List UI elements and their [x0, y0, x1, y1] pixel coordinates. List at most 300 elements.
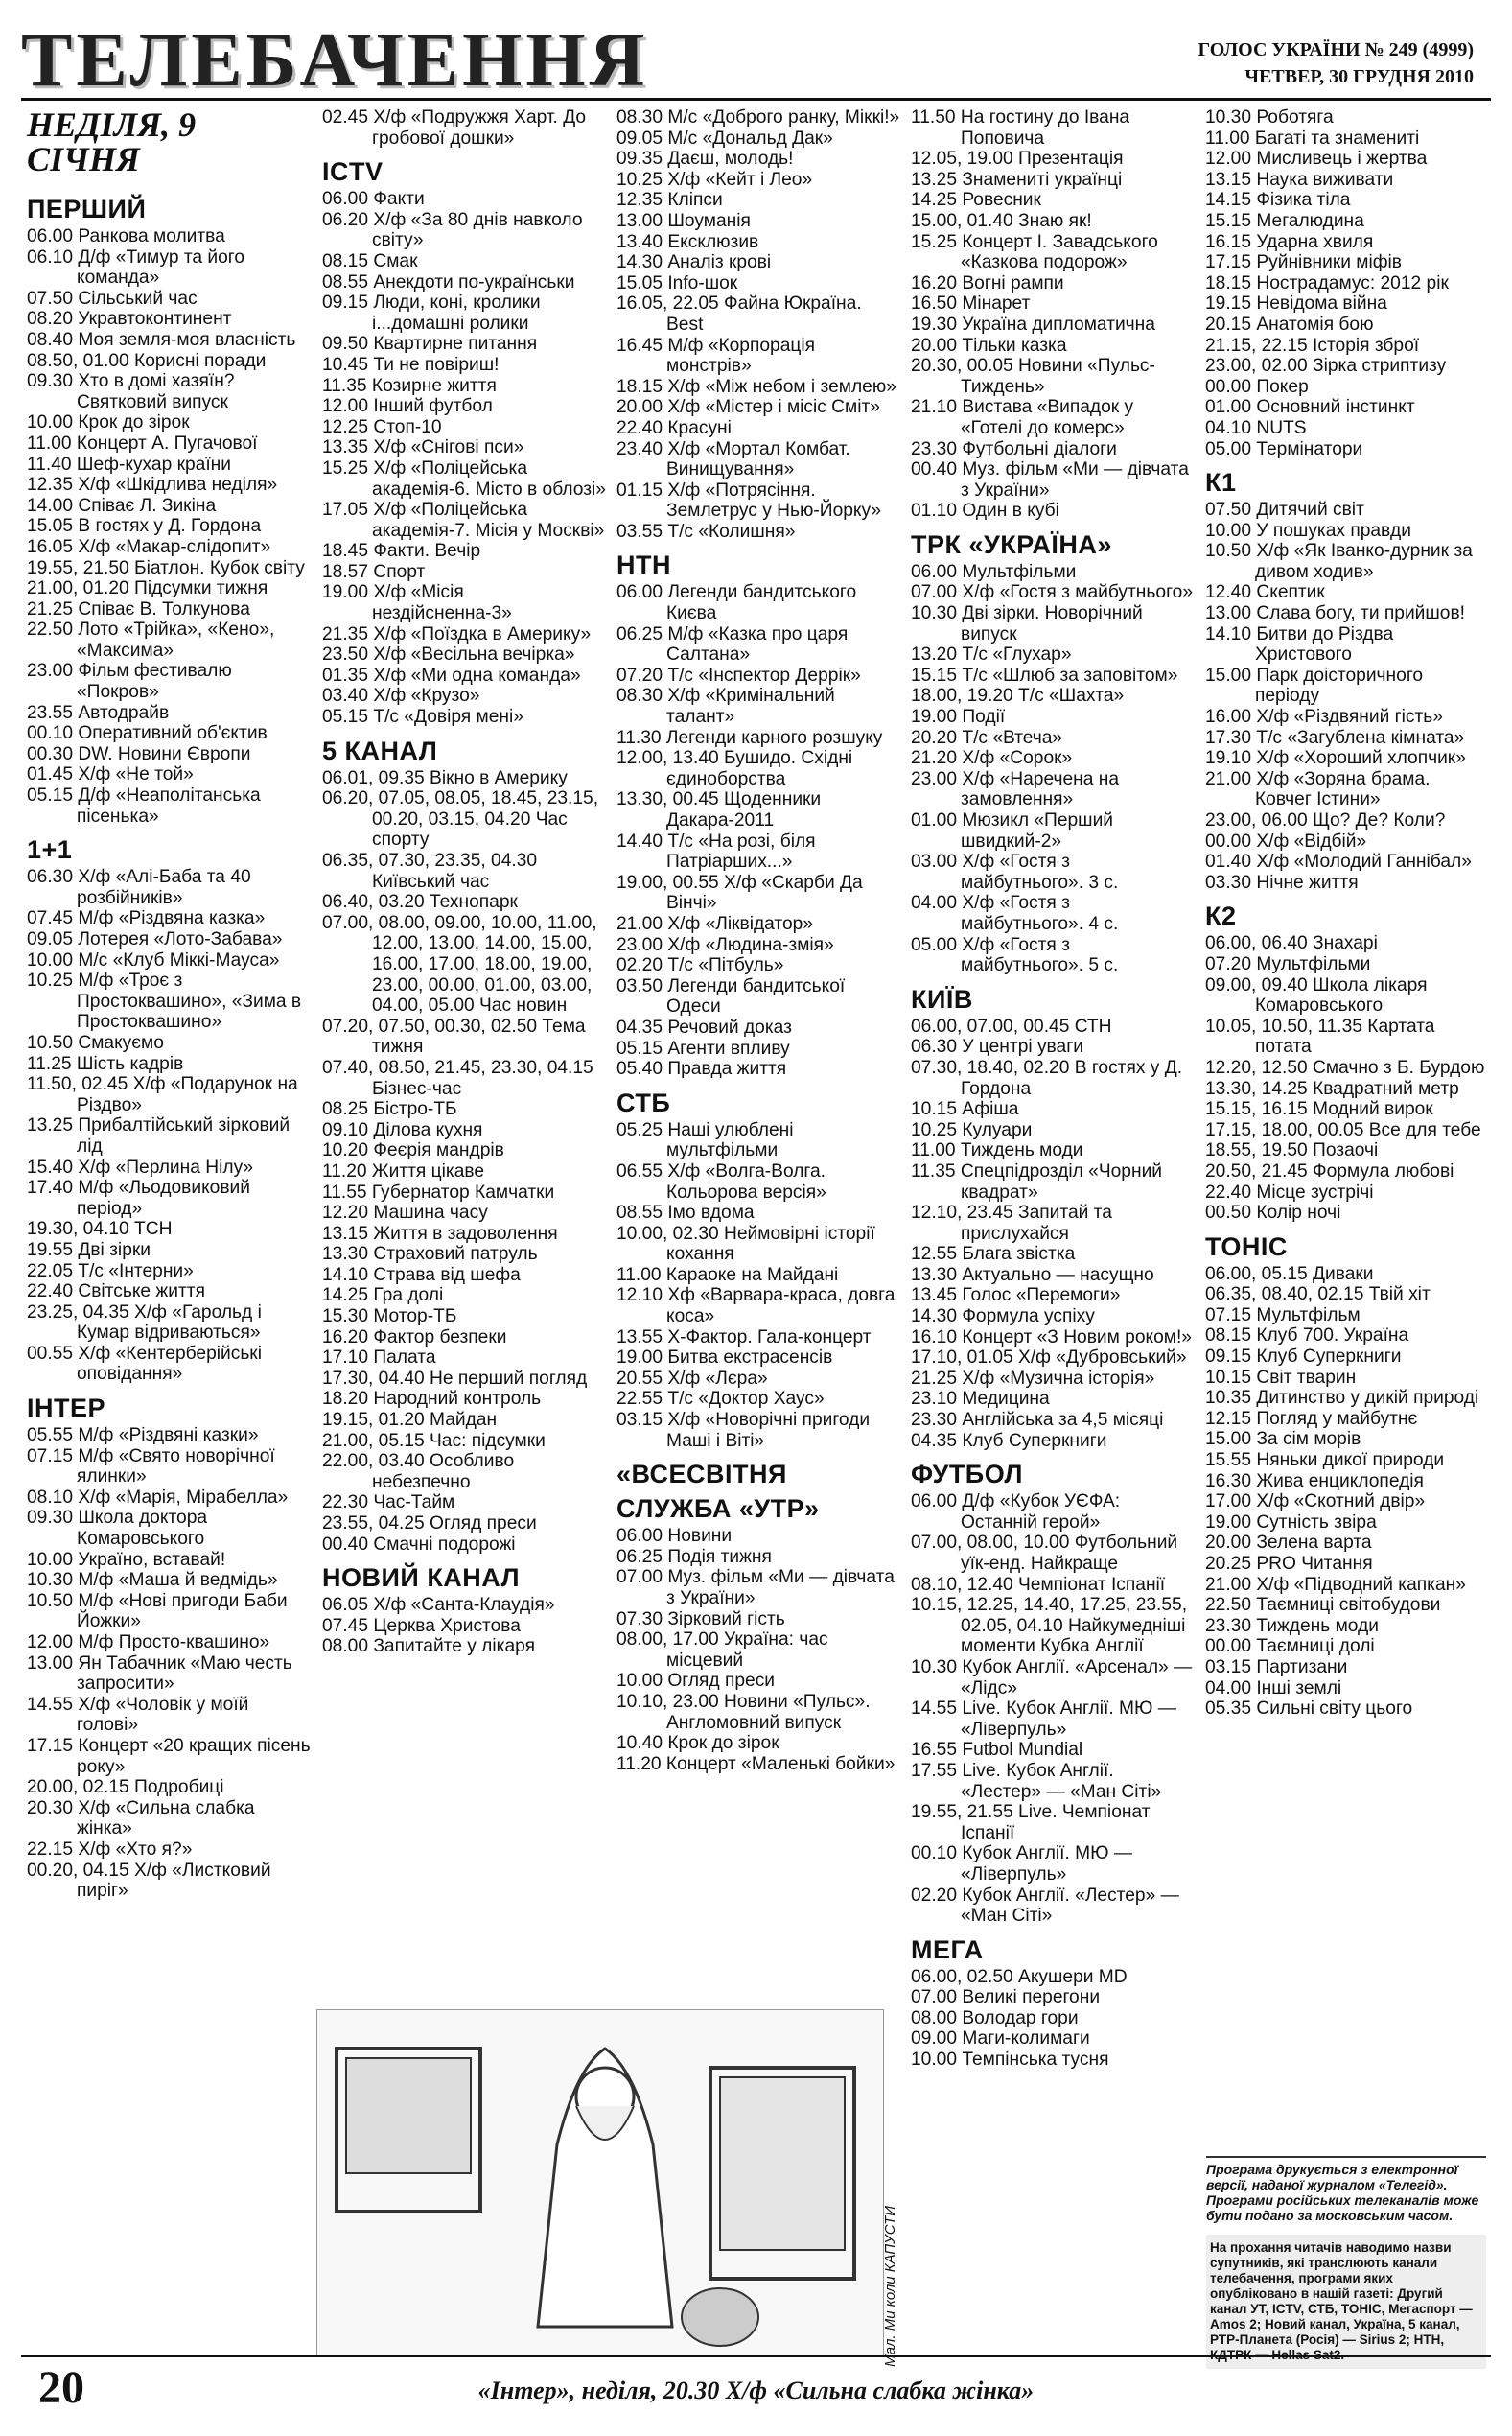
program-item: 08.10 Х/ф «Марія, Мірабелла»: [27, 1487, 289, 1508]
program-item: 05.15 Агенти впливу: [616, 1038, 790, 1059]
program-item: 07.20, 07.50, 00.30, 02.50 Тема тижня: [322, 1016, 586, 1058]
program-item: 09.30 Хто в домі хазяїн? Святковий випуск: [27, 371, 235, 412]
program-item: 05.25 Наші улюблені мультфільми: [616, 1119, 794, 1161]
program-item: 09.05 М/с «Дональд Дак»: [616, 128, 833, 149]
program-item: 23.00, 06.00 Що? Де? Коли?: [1205, 810, 1446, 831]
program-item: 00.10 Оперативний об'єктив: [27, 723, 268, 744]
program-item: 03.50 Легенди бандитської Одеси: [616, 975, 846, 1018]
program-item: 11.55 Губернатор Камчатки: [322, 1182, 555, 1203]
channel-name: 5 КАНАЛ: [322, 736, 438, 765]
program-item: 08.15 Смак: [322, 250, 418, 271]
program-item: 06.35, 08.40, 02.15 Твій хіт: [1205, 1284, 1431, 1305]
program-item: 17.10 Палата: [322, 1347, 436, 1369]
column-1: [27, 192, 311, 1902]
program-item: 21.00 Х/ф «Зоряна брама. Ковчег Істини»: [1205, 768, 1431, 810]
cartoon-credit: Мал. Ми коли КАПУСТИ: [882, 2206, 898, 2367]
program-item: 06.20 Х/ф «За 80 днів навколо світу»: [322, 209, 583, 251]
program-item: 00.20, 04.15 Х/ф «Листковий пиріг»: [27, 1860, 271, 1902]
page-number: 20: [38, 2362, 84, 2413]
program-item: 08.30 М/с «Доброго ранку, Міккі!»: [616, 107, 900, 128]
program-item: 07.20 Т/с «Інспектор Деррік»: [616, 665, 861, 686]
program-item: 07.15 Мультфільм: [1205, 1304, 1361, 1325]
program-item: 20.00, 02.15 Подробиці: [27, 1777, 224, 1798]
program-item: 12.00 М/ф Просто-квашино»: [27, 1632, 270, 1652]
program-item: 04.00 Інші землі: [1205, 1677, 1342, 1698]
program-item: 06.00 Мультфільми: [911, 561, 1077, 582]
program-item: 14.55 Live. Кубок Англії. МЮ — «Ліверпуль»: [911, 1698, 1176, 1740]
program-item: 08.30 Х/ф «Кримінальний талант»: [616, 686, 835, 728]
program-item: 23.30 Футбольні діалоги: [911, 438, 1117, 459]
column-2: [322, 107, 606, 1657]
program-item: 17.30, 04.40 Не перший погляд: [322, 1368, 588, 1389]
program-item: 19.00 Події: [911, 707, 1006, 728]
program-item: 06.30 Х/ф «Алі-Баба та 40 розбійників»: [27, 867, 251, 908]
program-item: 05.00 Х/ф «Гостя з майбутнього». 5 с.: [911, 934, 1119, 976]
program-item: 16.20 Фактор безпеки: [322, 1326, 507, 1347]
program-item: 07.30, 18.40, 02.20 В гостях у Д. Гордона: [911, 1057, 1183, 1099]
program-item: 23.10 Медицина: [911, 1389, 1050, 1410]
program-item: 01.40 Х/ф «Молодий Ганнібал»: [1205, 852, 1472, 873]
program-item: 01.35 Х/ф «Ми одна команда»: [322, 665, 581, 686]
program-item: 19.10 Х/ф «Хороший хлопчик»: [1205, 748, 1466, 769]
program-item: 21.25 Співає В. Толкунова: [27, 598, 250, 620]
program-item: 15.05 В гостях у Д. Гордона: [27, 516, 262, 537]
program-item: 19.00 Х/ф «Місія нездійсненна-3»: [322, 582, 512, 624]
program-item: 13.40 Ексклюзив: [616, 231, 759, 252]
program-item: 13.30, 00.45 Щоденники Дакара-2011: [616, 789, 822, 831]
channel-name: К1: [1205, 468, 1237, 498]
program-item: 16.45 М/ф «Корпорація монстрів»: [616, 335, 816, 377]
program-item: 10.30 Кубок Англії. «Арсенал» — «Лідс»: [911, 1656, 1193, 1698]
program-item: 07.00 Муз. фільм «Ми — дівчата з України»: [616, 1567, 895, 1608]
program-item: 05.00 Термінатори: [1205, 438, 1363, 459]
channel-name: ТОНІС: [1205, 1231, 1288, 1261]
channel-name: ICTV: [322, 157, 384, 187]
program-item: 23.40 Х/ф «Мортал Комбат. Винищування»: [616, 438, 850, 480]
program-item: 09.00 Маги-колимаги: [911, 2028, 1090, 2050]
program-item: 17.10, 01.05 Х/ф «Дубровський»: [911, 1347, 1187, 1369]
program-item: 06.00 Ранкова молитва: [27, 226, 225, 246]
channel-name: ТРК «УКРАЇНА»: [911, 529, 1112, 559]
program-item: 16.05 Х/ф «Макар-слідопит»: [27, 536, 271, 557]
program-item: 23.25, 04.35 Х/ф «Гарольд і Кумар відриваються»: [27, 1301, 262, 1344]
program-item: 07.20 Мультфільми: [1205, 953, 1371, 974]
program-item: 06.01, 09.35 Вікно в Америку: [322, 767, 568, 788]
program-item: 11.35 Козирне життя: [322, 375, 497, 396]
channel-name: НОВИЙ КАНАЛ: [322, 1563, 521, 1593]
program-item: 13.25 Прибалтійський зірковий лід: [27, 1115, 291, 1157]
program-item: 08.00 Володар гори: [911, 2007, 1079, 2028]
program-item: 14.25 Гра долі: [322, 1285, 444, 1306]
program-item: 08.00 Запитайте у лікаря: [322, 1636, 535, 1657]
program-item: 00.40 Муз. фільм «Ми — дівчата з України»: [911, 459, 1189, 501]
program-item: 17.30 Т/с «Загублена кімната»: [1205, 727, 1465, 748]
program-item: 23.30 Тиждень моди: [1205, 1615, 1379, 1636]
program-item: 10.00, 02.30 Неймовірні історії кохання: [616, 1223, 875, 1265]
program-item: 20.30 Х/ф «Сильна слабка жінка»: [27, 1797, 255, 1839]
header-rule: [21, 98, 1491, 101]
issue-date: ЧЕТВЕР, 30 ГРУДНЯ 2010: [1244, 66, 1474, 87]
program-item: 16.50 Мінарет: [911, 293, 1031, 315]
program-item: 10.00 У пошуках правди: [1205, 520, 1411, 541]
column-4: [911, 107, 1195, 2071]
program-item: 06.10 Д/ф «Тимур та його команда»: [27, 246, 245, 289]
channel-name: ПЕРШИЙ: [27, 195, 147, 223]
program-item: 14.10 Страва від шефа: [322, 1264, 521, 1285]
program-item: 13.00 Слава богу, ти прийшов!: [1205, 603, 1465, 624]
program-item: 14.15 Фізика тіла: [1205, 190, 1351, 211]
program-item: 23.00 Х/ф «Людина-змія»: [616, 934, 834, 955]
program-item: 06.25 М/ф «Казка про царя Салтана»: [616, 623, 849, 666]
program-item: 09.10 Ділова кухня: [322, 1119, 483, 1140]
program-item: 20.00 Х/ф «Містер і місіс Сміт»: [616, 397, 880, 418]
program-item: 16.00 Х/ф «Різдвяний гість»: [1205, 707, 1443, 728]
program-item: 11.50, 02.45 Х/ф «Подарунок на Різдво»: [27, 1074, 298, 1115]
satellite-note: На прохання читачів наводимо назви супутників, які транслюють канали телебачення, програми яких опубліковано в нашій газеті: Другий канал УТ, ICTV, СТБ, ТОНІС, Мегаспорт — Amos 2; Новий канал, Україна, 5 канал, РТР-Планета (Росія) — Sirius 2; НТН, КДТРК — Hellas Sat2.: [1206, 2235, 1486, 2369]
program-item: 07.45 Церква Христова: [322, 1615, 521, 1636]
program-item: 15.25 Х/ф «Поліцейська академія-6. Місто в облозі»: [322, 457, 606, 500]
channel-name: «ВСЕСВІТНЯ СЛУЖБА «УТР»: [616, 1460, 820, 1524]
program-item: 23.00 Фільм фестивалю «Покров»: [27, 661, 232, 703]
program-item: 19.15, 01.20 Майдан: [322, 1410, 498, 1431]
program-item: 08.20 Укравтоконтинент: [27, 309, 232, 330]
program-item: 00.40 Смачні подорожі: [322, 1534, 516, 1555]
program-item: 10.00 Огляд преси: [616, 1671, 776, 1692]
program-item: 03.40 Х/ф «Крузо»: [322, 686, 480, 707]
program-item: 13.55 Х-Фактор. Гала-концерт: [616, 1326, 872, 1347]
program-item: 18.55, 19.50 Позаочі: [1205, 1140, 1379, 1161]
program-item: 17.15 Руйнівники міфів: [1205, 252, 1402, 273]
program-item: 21.25 Х/ф «Музична історія»: [911, 1368, 1155, 1389]
program-item: 12.00 Інший футбол: [322, 396, 493, 417]
program-item: 07.00, 08.00, 09.00, 10.00, 11.00, 12.00, 13.00, 14.00, 15.00, 16.00, 17.00, 18.00, 19.00, 23.00, 00.00, 01.00, 03.00, 04.00, 05.00 Час новин: [322, 912, 597, 1017]
channel-name: НТН: [616, 550, 671, 580]
program-item: 18.45 Факти. Вечір: [322, 541, 481, 562]
program-item: 00.55 Х/ф «Кентерберійські оповідання»: [27, 1343, 262, 1385]
column-5: [1205, 107, 1489, 1720]
program-item: 21.10 Вистава «Випадок у «Готелі до комерс»: [911, 397, 1134, 438]
program-item: 04.35 Речовий доказ: [616, 1017, 792, 1038]
program-item: 13.15 Наука виживати: [1205, 169, 1394, 190]
program-item: 12.10 Хф «Варвара-краса, довга коса»: [616, 1285, 896, 1327]
program-item: 00.30 DW. Новини Європи: [27, 743, 251, 764]
program-item: 10.30 Дві зірки. Новорічний випуск: [911, 603, 1143, 644]
program-item: 07.45 М/ф «Різдвяна казка»: [27, 908, 266, 929]
program-item: 06.55 Х/ф «Волга-Волга. Кольорова версія»: [616, 1160, 826, 1203]
program-item: 10.00 Україно, вставай!: [27, 1549, 226, 1570]
program-item: 02.20 Т/с «Пітбуль»: [616, 955, 784, 976]
channel-name: СТБ: [616, 1088, 671, 1117]
program-item: 22.40 Місце зустрічі: [1205, 1182, 1374, 1203]
program-item: 04.10 NUTS: [1205, 417, 1307, 438]
program-item: 21.35 Х/ф «Поїздка в Америку»: [322, 623, 592, 644]
channel-name: ФУТБОЛ: [911, 1460, 1023, 1489]
program-item: 11.30 Легенди карного розшуку: [616, 727, 883, 748]
program-item: 22.50 Лото «Трійка», «Кено», «Максима»: [27, 620, 275, 661]
program-item: 08.40 Моя земля-моя власність: [27, 329, 296, 350]
program-item: 18.15 Х/ф «Між небом і землею»: [616, 376, 896, 397]
program-item: 10.50 Х/ф «Як Іванко-дурник за дивом ходив»: [1205, 541, 1473, 582]
program-item: 13.15 Життя в задоволення: [322, 1223, 558, 1244]
program-item: 06.05 Х/ф «Санта-Клаудія»: [322, 1595, 555, 1616]
program-item: 10.00 Крок до зірок: [27, 412, 190, 433]
program-item: 06.00 Новини: [616, 1526, 733, 1547]
program-item: 09.35 Даєш, молодь!: [616, 149, 794, 170]
program-item: 01.45 Х/ф «Не той»: [27, 764, 194, 785]
program-item: 10.35 Дитинство у дикій природі: [1205, 1388, 1479, 1409]
program-item: 02.45 Х/ф «Подружжя Харт. До гробової дошки»: [322, 107, 587, 149]
program-item: 07.00, 08.00, 10.00 Футбольний уїк-енд. Найкраще: [911, 1533, 1178, 1574]
program-item: 12.20 Машина часу: [322, 1203, 488, 1224]
program-item: 00.00 Х/ф «Відбій»: [1205, 831, 1367, 852]
program-item: 01.00 Мюзикл «Перший швидкий-2»: [911, 810, 1114, 852]
program-item: 10.45 Ти не повіриш!: [322, 354, 500, 375]
program-item: 05.15 Т/с «Довіря мені»: [322, 707, 523, 728]
program-item: 11.35 Спецпідрозділ «Чорний квадрат»: [911, 1160, 1162, 1203]
program-item: 09.30 Школа доктора Комаровського: [27, 1508, 208, 1550]
program-item: 19.30, 04.10 ТСН: [27, 1219, 173, 1240]
program-item: 09.05 Лотерея «Лото-Забава»: [27, 929, 283, 949]
program-item: 00.00 Таємниці долі: [1205, 1636, 1375, 1657]
program-item: 11.00 Тиждень моди: [911, 1140, 1083, 1161]
program-item: 05.55 М/ф «Різдвяні казки»: [27, 1425, 259, 1446]
program-item: 09.15 Люди, коні, кролики і...домашні ролики: [322, 293, 541, 334]
program-item: 00.00 Покер: [1205, 376, 1309, 397]
program-item: 17.05 Х/ф «Поліцейська академія-7. Місія у Москві»: [322, 500, 605, 541]
program-item: 12.05, 19.00 Презентація: [911, 149, 1124, 170]
footer-highlight: «Інтер», неділя, 20.30 Х/ф «Сильна слабка жінка»: [477, 2377, 1035, 2404]
program-item: 18.15 Нострадамус: 2012 рік: [1205, 272, 1449, 293]
program-item: 07.00 Великі перегони: [911, 1987, 1101, 2008]
program-item: 20.20 Т/с «Втеча»: [911, 727, 1063, 748]
program-item: 16.15 Ударна хвиля: [1205, 231, 1374, 252]
program-item: 22.05 Т/с «Інтерни»: [27, 1260, 194, 1281]
program-item: 04.35 Клуб Суперкниги: [911, 1430, 1107, 1451]
program-item: 22.15 Х/ф «Хто я?»: [27, 1839, 193, 1860]
program-item: 10.50 М/ф «Нові пригоди Баби Йожки»: [27, 1590, 288, 1632]
program-item: 23.55 Автодрайв: [27, 702, 170, 723]
program-item: 20.15 Анатомія бою: [1205, 314, 1374, 335]
program-item: 06.25 Подія тижня: [616, 1546, 772, 1567]
program-item: 19.15 Невідома війна: [1205, 293, 1387, 315]
program-item: 10.10, 23.00 Новини «Пульс». Англомовний випуск: [616, 1691, 871, 1733]
program-item: 23.50 Х/ф «Весільна вечірка»: [322, 644, 575, 666]
program-item: 15.15, 16.15 Модний вирок: [1205, 1099, 1433, 1120]
program-item: 21.00 Х/ф «Підводний капкан»: [1205, 1574, 1466, 1595]
program-item: 01.00 Основний інстинкт: [1205, 397, 1415, 418]
program-item: 10.30 Роботяга: [1205, 107, 1334, 128]
program-item: 10.25 М/ф «Троє з Простоквашино», «Зима в Простоквашино»: [27, 971, 302, 1033]
program-item: 06.30 У центрі уваги: [911, 1037, 1083, 1058]
program-item: 21.00 Х/ф «Ліквідатор»: [616, 913, 814, 934]
program-item: 15.55 Няньки дикої природи: [1205, 1450, 1445, 1471]
program-item: 13.00 Ян Табачник «Маю честь запросити»: [27, 1652, 292, 1695]
program-item: 10.25 Х/ф «Кейт і Лео»: [616, 169, 813, 190]
program-item: 16.30 Жива енциклопедія: [1205, 1470, 1424, 1491]
program-item: 07.30 Зірковий гість: [616, 1608, 785, 1629]
program-item: 06.40, 03.20 Технопарк: [322, 892, 518, 913]
program-item: 15.00 Парк доісторичного періоду: [1205, 665, 1424, 707]
program-item: 08.55 Анекдоти по-українськи: [322, 271, 575, 293]
program-item: 14.10 Битви до Різдва Христового: [1205, 623, 1394, 666]
program-item: 14.25 Ровесник: [911, 190, 1041, 211]
program-item: 07.40, 08.50, 21.45, 23.30, 04.15 Бізнес-час: [322, 1057, 593, 1099]
program-item: 11.40 Шеф-кухар країни: [27, 454, 231, 475]
program-item: 19.55 Дві зірки: [27, 1239, 151, 1260]
program-item: 11.00 Концерт А. Пугачової: [27, 433, 258, 454]
program-item: 22.40 Красуні: [616, 417, 732, 438]
program-item: 17.55 Live. Кубок Англії. «Лестер» — «Ман Сіті»: [911, 1760, 1162, 1802]
program-item: 11.20 Концерт «Маленькі бойки»: [616, 1753, 896, 1774]
program-item: 12.35 Х/ф «Шкідлива неділя»: [27, 475, 278, 496]
channel-name: МЕГА: [911, 1934, 984, 1964]
program-item: 10.00 М/с «Клуб Міккі-Мауса»: [27, 949, 280, 971]
channel-name: КИЇВ: [911, 984, 973, 1014]
program-item: 16.55 Futbol Mundial: [911, 1740, 1083, 1761]
program-item: 20.50, 21.45 Формула любові: [1205, 1160, 1454, 1182]
program-item: 07.00 Х/ф «Гостя з майбутнього»: [911, 582, 1193, 603]
channel-name: 1+1: [27, 835, 73, 865]
program-item: 19.00 Битва екстрасенсів: [616, 1347, 833, 1369]
program-item: 03.55 Т/с «Колишня»: [616, 521, 796, 542]
program-item: 22.40 Світське життя: [27, 1281, 205, 1302]
program-item: 05.15 Д/ф «Неаполітанська пісенька»: [27, 785, 261, 827]
program-item: 14.30 Формула успіху: [911, 1306, 1095, 1327]
program-item: 15.00 За сім морів: [1205, 1429, 1361, 1450]
program-item: 08.25 Бістро-ТБ: [322, 1099, 457, 1120]
program-item: 17.15, 18.00, 00.05 Все для тебе: [1205, 1119, 1481, 1140]
program-item: 12.20, 12.50 Смачно з Б. Бурдою: [1205, 1057, 1485, 1078]
program-item: 13.20 Т/с «Глухар»: [911, 644, 1072, 666]
program-item: 23.00, 02.00 Зірка стриптизу: [1205, 356, 1447, 377]
program-item: 06.00, 07.00, 00.45 СТН: [911, 1016, 1112, 1037]
program-item: 05.40 Правда життя: [616, 1059, 787, 1080]
program-item: 15.05 Info-шок: [616, 272, 738, 293]
program-item: 09.15 Клуб Суперкниги: [1205, 1347, 1402, 1368]
program-item: 22.55 Т/с «Доктор Хаус»: [616, 1389, 825, 1410]
program-item: 17.00 Х/ф «Скотний двір»: [1205, 1491, 1426, 1512]
program-item: 23.00 Х/ф «Наречена на замовлення»: [911, 768, 1120, 810]
program-item: 11.50 На гостину до Івана Поповича: [911, 107, 1130, 149]
program-item: 19.00 Сутність звіра: [1205, 1511, 1377, 1533]
program-item: 08.55 Імо вдома: [616, 1203, 755, 1224]
program-item: 05.35 Сильні світу цього: [1205, 1698, 1413, 1720]
program-item: 08.50, 01.00 Корисні поради: [27, 350, 267, 371]
program-item: 13.45 Голос «Перемоги»: [911, 1285, 1121, 1306]
program-item: 09.00, 09.40 Школа лікаря Комаровського: [1205, 974, 1428, 1017]
program-item: 10.50 Смакуємо: [27, 1032, 164, 1053]
program-item: 20.00 Тільки казка: [911, 335, 1067, 356]
program-item: 06.00, 06.40 Знахарі: [1205, 933, 1378, 954]
program-item: 03.30 Нічне життя: [1205, 872, 1359, 893]
program-item: 22.30 Час-Тайм: [322, 1492, 455, 1513]
program-item: 15.25 Концерт І. Завадського «Казкова подорож»: [911, 231, 1158, 273]
program-item: 17.15 Концерт «20 кращих пісень року»: [27, 1735, 311, 1777]
program-item: 06.20, 07.05, 08.05, 18.45, 23.15, 00.20, 03.15, 04.20 Час спорту: [322, 788, 599, 851]
program-item: 13.30 Актуально — насущно: [911, 1264, 1154, 1285]
program-item: 02.20 Кубок Англії. «Лестер» — «Ман Сіті»: [911, 1885, 1179, 1927]
program-item: 14.40 Т/с «На розі, біля Патріарших...»: [616, 831, 816, 873]
program-note: Програма друкується з електронної версії, наданої журналом «Телегід». Програми російських телеканалів може бути подано за московським часом.: [1206, 2156, 1486, 2223]
program-item: 03.15 Х/ф «Новорічні пригоди Маші і Віті»: [616, 1410, 871, 1451]
program-item: 14.55 Х/ф «Чоловік у моїй голові»: [27, 1694, 249, 1736]
program-item: 19.55, 21.55 Live. Чемпіонат Іспанії: [911, 1802, 1151, 1843]
program-item: 15.15 Т/с «Шлюб за заповітом»: [911, 665, 1178, 686]
program-item: 22.00, 03.40 Особливо небезпечно: [322, 1451, 515, 1492]
program-item: 12.00 Мисливець і жертва: [1205, 149, 1428, 170]
program-item: 13.35 Х/ф «Снігові пси»: [322, 437, 524, 458]
program-item: 07.50 Дитячий світ: [1205, 500, 1364, 521]
program-item: 19.55, 21.50 Біатлон. Кубок світу: [27, 557, 305, 578]
channel-name: К2: [1205, 902, 1237, 931]
program-item: 06.00 Факти: [322, 189, 425, 210]
program-item: 19.30 Україна дипломатична: [911, 314, 1155, 335]
program-item: 14.30 Аналіз крові: [616, 252, 772, 273]
program-item: 00.10 Кубок Англії. МЮ — «Ліверпуль»: [911, 1843, 1133, 1885]
program-item: 10.15 Світ тварин: [1205, 1367, 1357, 1388]
column-3: [616, 107, 900, 1774]
program-item: 08.10, 12.40 Чемпіонат Іспанії: [911, 1574, 1166, 1595]
program-item: 13.25 Знамениті українці: [911, 169, 1123, 190]
program-item: 19.00, 00.55 Х/ф «Скарби Да Вінчі»: [616, 872, 863, 914]
program-item: 10.15, 12.25, 14.40, 17.25, 23.55, 02.05, 04.10 Найкумедніші моменти Кубка Англії: [911, 1595, 1188, 1657]
program-item: 23.30 Англійська за 4,5 місяці: [911, 1410, 1164, 1431]
program-item: 00.50 Колір ночі: [1205, 1203, 1341, 1224]
program-item: 21.00, 01.20 Підсумки тижня: [27, 578, 268, 599]
program-item: 10.40 Крок до зірок: [616, 1733, 779, 1754]
program-item: 21.15, 22.15 Історія зброї: [1205, 335, 1420, 356]
newspaper-name: ГОЛОС УКРАЇНИ № 249 (4999): [1198, 39, 1474, 60]
program-item: 20.00 Зелена варта: [1205, 1533, 1372, 1554]
program-item: 16.05, 22.05 Файна Юкраїна. Best: [616, 293, 862, 335]
channel-name: ІНТЕР: [27, 1394, 106, 1423]
program-item: 06.00, 02.50 Акушери MD: [911, 1966, 1128, 1987]
program-item: 07.50 Сільський час: [27, 288, 198, 309]
program-item: 14.00 Співає Л. Зикіна: [27, 495, 217, 516]
program-item: 22.50 Таємниці світобудови: [1205, 1595, 1441, 1616]
program-item: 20.55 Х/ф «Лєра»: [616, 1368, 768, 1389]
program-item: 16.20 Вогні рампи: [911, 272, 1064, 293]
section-title: ТЕЛЕБАЧЕННЯ: [21, 18, 649, 103]
program-item: 10.20 Феєрія мандрів: [322, 1140, 504, 1161]
program-item: 01.15 Х/ф «Потрясіння. Землетрус у Нью-Йорку»: [616, 480, 882, 522]
program-item: 10.30 М/ф «Маша й ведмідь»: [27, 1570, 278, 1591]
program-item: 15.30 Мотор-ТБ: [322, 1306, 457, 1327]
program-item: 13.00 Шоуманія: [616, 210, 751, 231]
footer-rule: [21, 2355, 1491, 2357]
day-heading: НЕДІЛЯ, 9 СІЧНЯ: [27, 105, 197, 178]
program-item: 12.15 Погляд у майбутнє: [1205, 1408, 1418, 1429]
program-item: 04.00 Х/ф «Гостя з майбутнього». 4 с.: [911, 893, 1119, 934]
program-item: 13.30, 14.25 Квадратний метр: [1205, 1078, 1459, 1099]
program-item: 20.25 PRO Читання: [1205, 1554, 1373, 1574]
program-item: 23.55, 04.25 Огляд преси: [322, 1513, 537, 1534]
program-item: 12.40 Скептик: [1205, 582, 1325, 603]
program-item: 15.15 Мегалюдина: [1205, 210, 1364, 231]
cartoon-illustration: [317, 2010, 883, 2355]
program-item: 10.00 Темпінська тусня: [911, 2050, 1109, 2071]
program-item: 10.25 Кулуари: [911, 1119, 1033, 1140]
program-item: 06.00 Легенди бандитського Києва: [616, 582, 857, 624]
program-item: 20.30, 00.05 Новини «Пульс-Тиждень»: [911, 356, 1155, 397]
program-item: 09.50 Квартирне питання: [322, 334, 538, 355]
program-item: 21.20 Х/ф «Сорок»: [911, 748, 1073, 769]
program-item: 11.25 Шість кадрів: [27, 1053, 184, 1074]
program-item: 06.00 Д/ф «Кубок УЄФА: Останній герой»: [911, 1491, 1121, 1533]
program-item: 12.35 Кліпси: [616, 190, 723, 211]
program-item: 11.20 Життя цікаве: [322, 1160, 485, 1182]
program-item: 18.00, 19.20 Т/с «Шахта»: [911, 686, 1125, 707]
